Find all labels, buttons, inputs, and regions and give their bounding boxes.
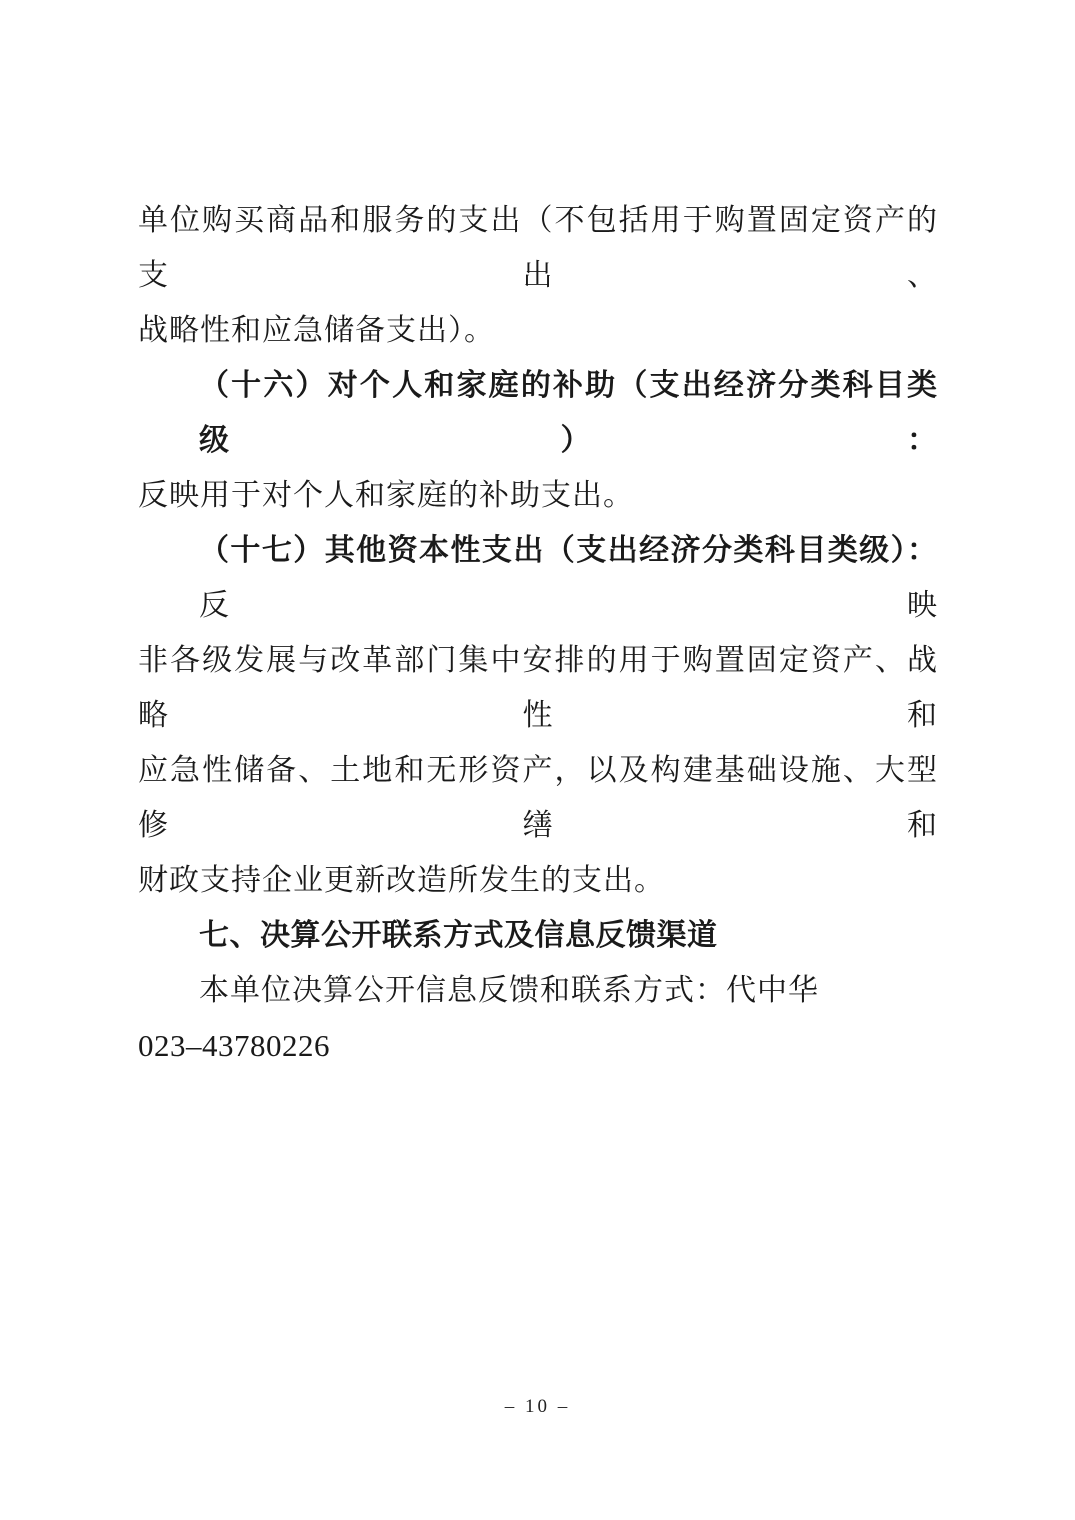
text-segment: （十七）其他资本性支出（支出经济分类科目类级）： bbox=[199, 534, 938, 567]
text-segment: 023–43780226 bbox=[138, 1028, 330, 1063]
text-line bbox=[138, 193, 938, 303]
text-line bbox=[138, 743, 938, 853]
text-line bbox=[138, 1018, 938, 1073]
document-content bbox=[138, 193, 938, 1073]
text-segment: 应急性储备、土地和无形资产，以及构建基础设施、大型修缮和 bbox=[138, 754, 938, 842]
page-footer bbox=[0, 1396, 1075, 1418]
text-segment: 本单位决算公开信息反馈和联系方式：代中华 bbox=[199, 974, 819, 1007]
page-number: – 10 – bbox=[504, 1396, 571, 1417]
text-segment: （十六）对个人和家庭的补助（支出经济分类科目类级）： bbox=[199, 369, 938, 457]
text-segment: 非各级发展与改革部门集中安排的用于购置固定资产、战略性和 bbox=[138, 644, 938, 732]
text-segment: 战略性和应急储备支出）。 bbox=[138, 314, 495, 347]
text-line bbox=[138, 303, 938, 358]
text-segment: 反映 bbox=[199, 589, 938, 622]
text-line bbox=[138, 523, 938, 633]
text-line bbox=[138, 853, 938, 908]
text-segment: 七、决算公开联系方式及信息反馈渠道 bbox=[199, 919, 718, 952]
text-line bbox=[138, 358, 938, 468]
text-segment: 反映用于对个人和家庭的补助支出。 bbox=[138, 479, 634, 512]
text-segment: 财政支持企业更新改造所发生的支出。 bbox=[138, 864, 665, 897]
text-line bbox=[138, 633, 938, 743]
text-line bbox=[138, 963, 938, 1018]
section-heading bbox=[138, 908, 938, 963]
text-line bbox=[138, 468, 938, 523]
text-segment: 单位购买商品和服务的支出（不包括用于购置固定资产的支出、 bbox=[138, 204, 938, 292]
